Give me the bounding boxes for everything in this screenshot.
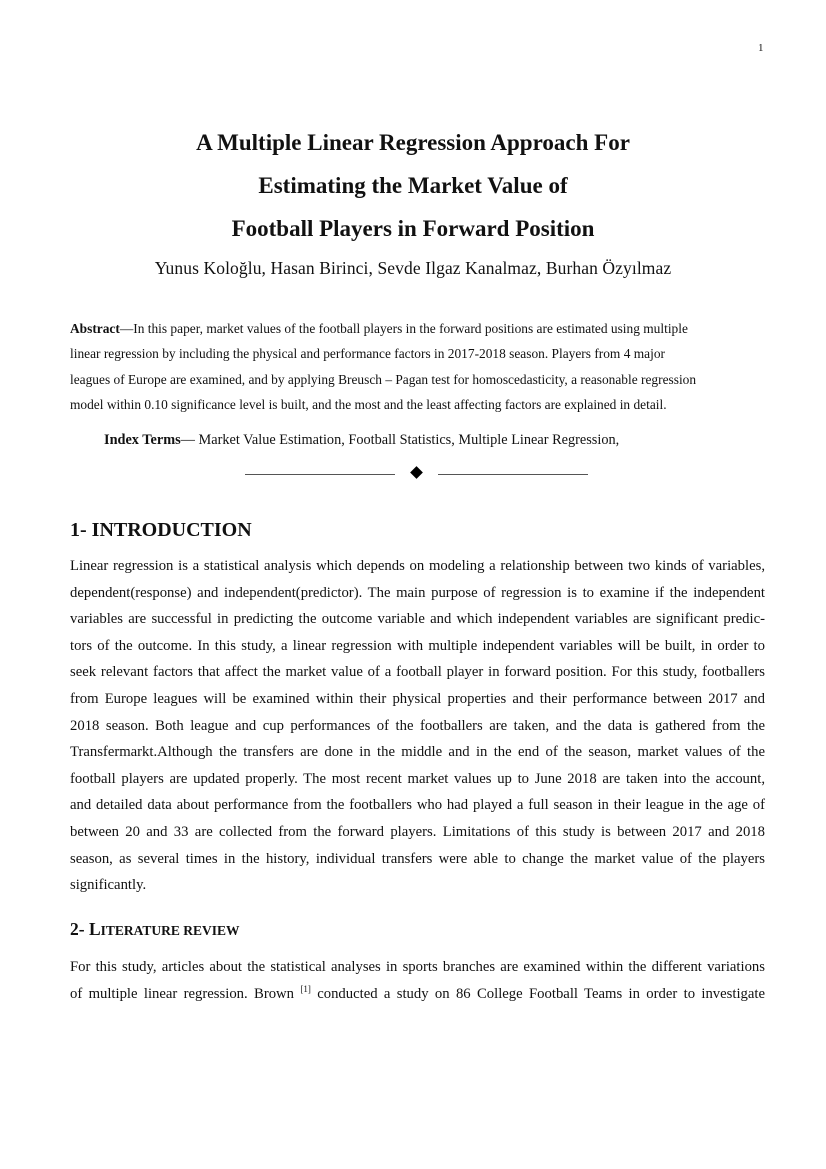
abstract-label: Abstract: [70, 321, 120, 336]
divider-rule: [245, 474, 395, 475]
section-divider: [245, 466, 590, 482]
section-heading-introduction: 1- INTRODUCTION: [70, 519, 252, 541]
section-heading-literature-review: 2- LITERATURE REVIEW: [70, 919, 240, 939]
title-line: Estimating the Market Value of: [258, 173, 568, 198]
authors: Yunus Koloğlu, Hasan Birinci, Sevde Ilgaz Kanalmaz, Burhan Özyılmaz: [154, 258, 672, 278]
index-terms: [104, 432, 619, 449]
diamond-icon: [410, 466, 423, 479]
literature-paragraph: For this study, articles about the statistical analyses in sports branches are examined within the different variations of multiple linear regression. Brown [1] conducted a study on 86 College Football Teams in order to investigate: [70, 959, 766, 1002]
paper-title: [0, 121, 826, 250]
index-terms-label: Index Terms: [104, 432, 181, 448]
index-terms-text: — Market Value Estimation, Football Statistics, Multiple Linear Regression,: [180, 432, 620, 448]
page-number: 1: [758, 42, 764, 54]
abstract-line: Abstract—In this paper, market values of the football players in the forward positions are estimated using multiple: [70, 321, 688, 336]
abstract-line: linear regression by including the physical and performance factors in 2017-2018 season. Players from 4 major: [70, 346, 665, 362]
divider-rule: [438, 474, 588, 475]
abstract: [70, 316, 730, 417]
abstract-line: leagues of Europe are examined, and by applying Breusch – Pagan test for homoscedasticity, a reasonable regression: [70, 371, 697, 387]
introduction-paragraph: Linear regression is a statistical analysis which depends on modeling a relationship between two kinds of variables, dependent(response) and independent(predictor). The main purpose of regression is to examine if the independent variables are successful in predicting the outcome variable and which independent variables are significant predic- tors of the outcome. In this study, a linear regression with multiple independent variables will be built, in order to seek relevant factors that affect the market value of a football player in forward position. For this study, footballers from Europe leagues will be examined within their physical properties and their performance between 2017 and 2018 season. Both league and cup performances of the footballers are taken, and the data is gathered from the Transfermarkt.Although the transfers are done in the middle and in the end of the season, market values of the football players are updated properly. The most recent market values up to June 2018 are taken into the account, and detailed data about performance from the footballers who had played a full season in their league in the age of between 20 and 33 are collected from the forward players. Limitations of this study is between 2017 and 2018 season, as several times in the history, individual transfers were able to change the market value of the players significantly.: [70, 558, 765, 894]
title-line: Football Players in Forward Position: [231, 216, 595, 241]
title-line: A Multiple Linear Regression Approach For: [196, 130, 630, 155]
citation-link[interactable]: [1]: [300, 983, 311, 994]
abstract-line: model within 0.10 significance level is built, and the most and the least affecting factors are explained in detail.: [70, 396, 667, 412]
